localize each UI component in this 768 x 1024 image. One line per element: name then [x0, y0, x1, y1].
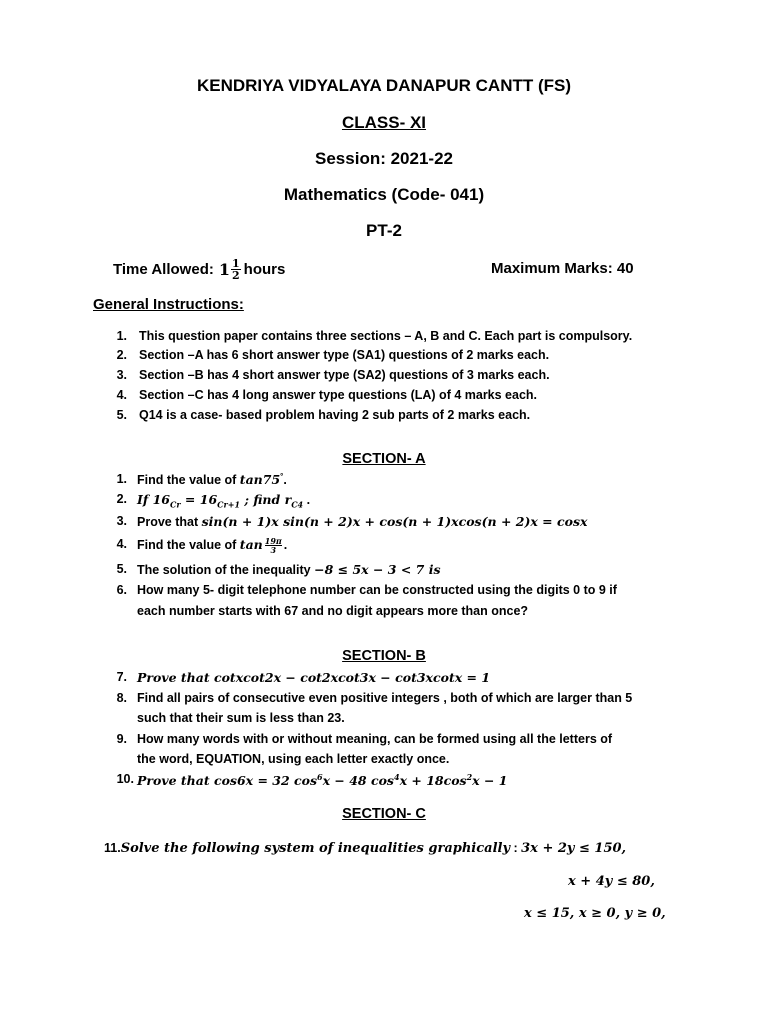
question-paper-page: KENDRIYA VIDYALAYA DANAPUR CANTT (FS) CLASS- XI Session: 2021-22 Mathematics (Code- 041) PT-2 Time Allowed: 1 $\frac{1}{2}$ hours Maximum Marks: 40 General Instructions: 1. This question paper contains three sections – A, B and C. Each part is compulsory. 2. Section –A has 6 short answer type (SA1) questions of 2 marks each. 3. Section –B has 4 short answer type (SA2) questions of 3 marks each. 4. Section –C has 4 long answer type questions (LA) of 4 marks each. 5. Q14 is a case- based problem having 2 sub parts of 2 marks each. SECTION- A 1. Find the value of tan75°. 2. If $16_{Cr} = 16_{Cr+1}$ ; find $r_{C4}$ . 3. Prove that sin(n + 1)x sin(n + 2)x + cos(n + 1)xcos(n + 2)x = cosx 4. Find the value of tan $\frac{19\pi}{3}$ . 5. The solution of the inequality −8 ≤ 5x − 3 < 7 is 6. How many 5- digit telephone number can be constructed using the digits 0 to 9 if each number starts with 67 and no digit appears more than once? SECTION- B 7. Prove that cotxcot2x − cot2xcot3x − cot3xcotx = 1 8. Find all pairs of consecutive even positive integers , both of which are larger than 5 such that their sum is less than 23. 9. How many words with or without meaning, can be formed using all the letters of the word, EQUATION, using each letter exactly once. 10. Prove that cos6x = 32 $\cos^6x - 48$ $\cos^4x + 18\cos^2x - 1$ SECTION- C 11.Solve the following system of inequalities graphically : 3x + 2y ≤ 150, x + 4y ≤ 80, x ≤ 15, x ≥ 0, y ≥ 0,	[0, 0, 768, 1024]
time-frac-num: 1	[232, 257, 240, 270]
time-label: Time Allowed:	[113, 261, 214, 278]
time-allowed	[113, 258, 285, 281]
maximum-marks: Maximum Marks: 40	[491, 260, 634, 277]
school-name: KENDRIYA VIDYALAYA DANAPUR CANTT (FS)	[196, 76, 572, 95]
time-unit: hours	[243, 261, 286, 278]
class-title: CLASS- XI	[341, 113, 427, 132]
time-fraction	[231, 258, 241, 281]
question-4-fraction: $\frac{19\pi}{3}$	[264, 536, 282, 556]
session-title: Session: 2021-22	[315, 149, 453, 168]
general-instructions-title: General Instructions:	[93, 296, 244, 313]
subject-title: Mathematics (Code- 041)	[283, 185, 485, 204]
test-title: PT-2	[366, 221, 402, 240]
section-c-title: SECTION- C	[342, 806, 426, 822]
time-whole: 1	[218, 260, 230, 279]
time-frac-den: 2	[232, 269, 240, 282]
section-b-title: SECTION- B	[342, 648, 426, 664]
section-a-title: SECTION- A	[342, 451, 426, 467]
